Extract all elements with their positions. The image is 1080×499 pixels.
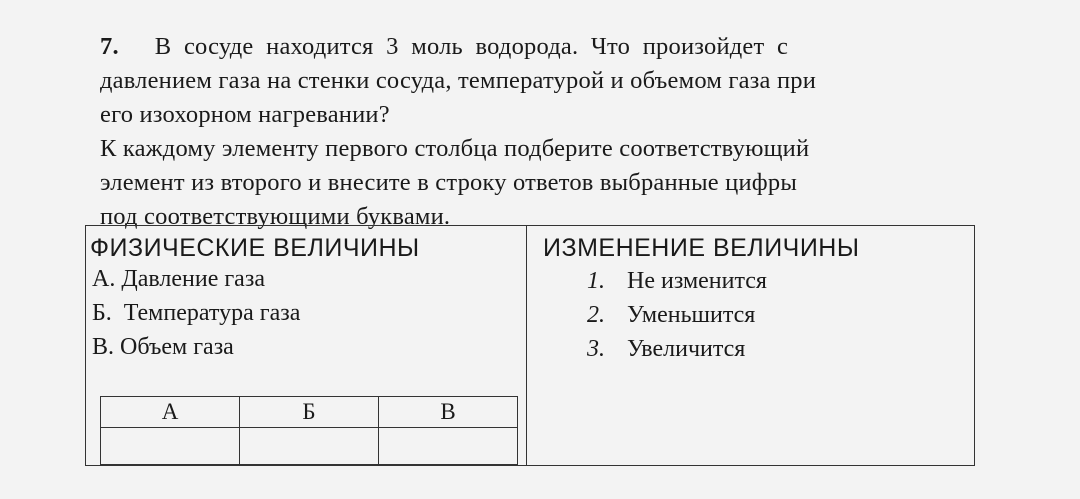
answer-header-row [101, 397, 518, 428]
task-line-1-text: В сосуде находится 3 моль водорода. Что произойдет с [154, 33, 789, 60]
change-column [527, 226, 974, 465]
matching-table [85, 225, 975, 466]
task-line-4: К каждому элементу первого столбца подберите соответствующий [100, 135, 810, 162]
answer-cell-a[interactable] [101, 428, 240, 465]
answer-header-b: Б [240, 397, 379, 428]
task-number: 7. [100, 33, 119, 60]
answer-table [100, 396, 518, 465]
answer-cell-c[interactable] [379, 428, 518, 465]
change-item-2 [587, 302, 755, 329]
answer-input-row [101, 428, 518, 465]
physical-quantities-title: ФИЗИЧЕСКИЕ ВЕЛИЧИНЫ [90, 234, 420, 262]
task-line-5: элемент из второго и внесите в строку ответов выбранные цифры [100, 169, 797, 196]
task-line-2: давлением газа на стенки сосуда, температурой и объемом газа при [100, 67, 817, 94]
change-item-3-label: Увеличится [627, 336, 746, 362]
task-line-6: под соответствующими буквами. [100, 203, 451, 230]
answer-header-c: В [379, 397, 518, 428]
quantity-item-c: В. Объем газа [92, 334, 234, 360]
quantity-item-a: А. Давление газа [92, 266, 265, 292]
change-item-3-num: 3. [587, 336, 605, 362]
change-item-1-label: Не изменится [627, 268, 767, 294]
change-item-2-label: Уменьшится [627, 302, 756, 328]
physical-quantities-column [86, 226, 527, 465]
change-item-2-num: 2. [587, 302, 605, 328]
task-line-1 [100, 30, 970, 64]
answer-cell-b[interactable] [240, 428, 379, 465]
change-title: ИЗМЕНЕНИЕ ВЕЛИЧИНЫ [543, 234, 860, 262]
change-item-3 [587, 336, 745, 363]
answer-header-a: А [101, 397, 240, 428]
task-line-3: его изохорном нагревании? [100, 101, 390, 128]
change-item-1-num: 1. [587, 268, 605, 294]
task-text [100, 30, 970, 234]
change-item-1 [587, 268, 767, 295]
quantity-item-b: Б. Температура газа [92, 300, 301, 326]
